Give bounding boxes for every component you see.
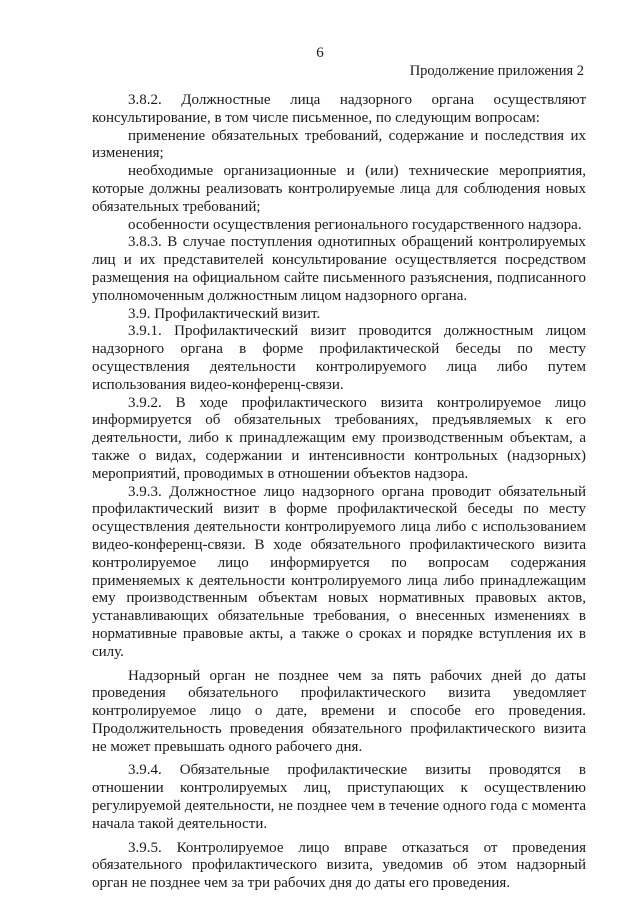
paragraph-3-9-1: 3.9.1. Профилактический визит проводится должностным лицом надзорного органа в форме профилактической беседы по месту осуществления деятельности контролируемого лица либо путем использования видео-конференц-связи. bbox=[92, 323, 586, 393]
paragraph-3-9-4: 3.9.4. Обязательные профилактические визиты проводятся в отношении контролируемых лиц, приступающих к осуществлению регулируемой деятельности, не позднее чем в течение одного года с момента начала такой деятельности. bbox=[92, 762, 586, 832]
paragraph-3-9-3: 3.9.3. Должностное лицо надзорного органа проводит обязательный профилактический визит в форме профилактической беседы по месту осуществления деятельности контролируемого лица либо с использованием видео-конференц-связи. В ходе обязательного профилактического визита контролируемое лицо информируется по вопросам содержания применяемых к деятельности контролируемого лица либо принадлежащим ему производственным объектам новых нормативных правовых актов, устанавливающих обязательные требования, о внесенных изменениях в нормативные правовые акты, а также о сроках и порядке вступления их в силу. bbox=[92, 483, 586, 660]
list-item-measures: необходимые организационные и (или) технические мероприятия, которые должны реализовать контролируемые лица для соблюдения новых обязательных требований; bbox=[92, 163, 586, 215]
paragraph-3-9: 3.9. Профилактический визит. bbox=[128, 305, 321, 322]
list-item-supervision-features: особенности осуществления регионального государственного надзора. bbox=[128, 216, 582, 233]
paragraph-3-8-2: 3.8.2. Должностные лица надзорного органа осуществляют консультирование, в том числе письменное, по следующим вопросам: bbox=[92, 92, 586, 126]
paragraph-3-9-2: 3.9.2. В ходе профилактического визита контролируемое лицо информируется об обязательных требованиях, предъявляемых к его деятельности, либо к принадлежащим ему производственным объектам, а также о видах, содержании и интенсивности контрольных (надзорных) мероприятий, проводимых в отношении объектов надзора. bbox=[92, 394, 586, 482]
paragraph-3-9-5: 3.9.5. Контролируемое лицо вправе отказаться от проведения обязательного профилактического визита, уведомив об этом надзорный орган не позднее чем за три рабочих дня до даты его проведения. bbox=[92, 839, 586, 892]
document-body bbox=[92, 92, 586, 893]
list-item-requirements: применение обязательных требований, содержание и последствия их изменения; bbox=[92, 127, 586, 162]
paragraph-3-8-3: 3.8.3. В случае поступления однотипных обращений контролируемых лиц и их представителей консультирование осуществляется посредством размещения на официальном сайте письменного разъяснения, подписанного уполномоченным должностным лицом надзорного органа. bbox=[92, 234, 586, 304]
paragraph-notification: Надзорный орган не позднее чем за пять рабочих дней до даты проведения обязательного профилактического визита уведомляет контролируемое лицо о дате, времени и способе его проведения. Продолжительность проведения обязательного профилактического визита не может превышать одного рабочего дня. bbox=[92, 667, 586, 755]
appendix-continuation-note: Продолжение приложения 2 bbox=[409, 63, 584, 79]
page-number: 6 bbox=[316, 45, 324, 61]
